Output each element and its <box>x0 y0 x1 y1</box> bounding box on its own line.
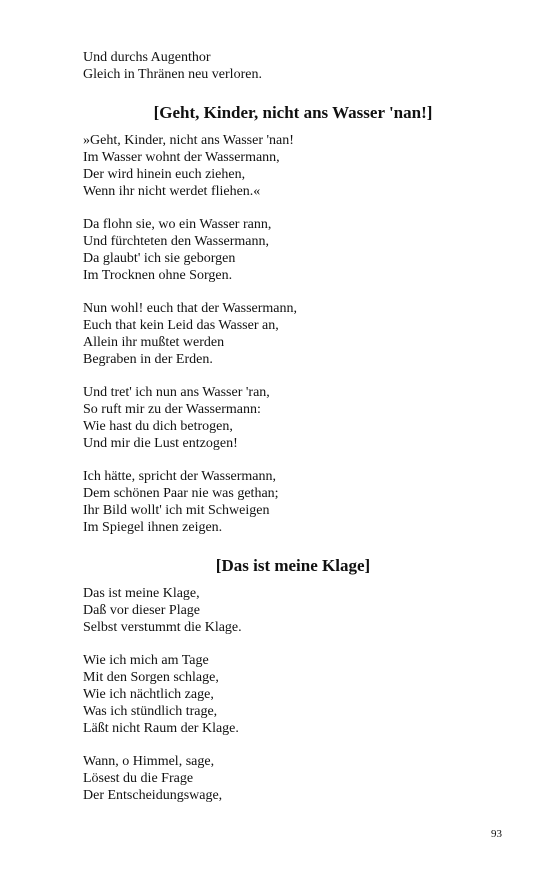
poem-klage <box>83 556 503 804</box>
page-number: 93 <box>491 828 502 840</box>
verse-line: Wann, o Himmel, sage, <box>83 754 215 769</box>
verse-line: Läßt nicht Raum der Klage. <box>83 721 239 736</box>
verse-line: Euch that kein Leid das Wasser an, <box>83 318 279 333</box>
verse-line: Im Spiegel ihnen zeigen. <box>83 520 223 535</box>
verse-line: Dem schönen Paar nie was gethan; <box>83 486 279 501</box>
verse-line: Begraben in der Erden. <box>83 352 213 367</box>
verse-line: Und fürchteten den Wassermann, <box>83 234 269 249</box>
verse-line: Und mir die Lust entzogen! <box>83 436 238 451</box>
verse-line: Daß vor dieser Plage <box>83 603 201 618</box>
stanza <box>83 132 503 200</box>
verse-line: Lösest du die Frage <box>83 771 194 786</box>
stanza <box>83 585 503 636</box>
verse-line: Der Entscheidungswage, <box>83 788 223 803</box>
verse-line: Wie hast du dich betrogen, <box>83 419 233 434</box>
verse-line: Allein ihr mußtet werden <box>83 335 225 350</box>
poem-wassermann <box>83 103 503 536</box>
verse-line: Wie ich mich am Tage <box>83 653 209 668</box>
verse-line: Das ist meine Klage, <box>83 586 200 601</box>
stanza <box>83 384 503 452</box>
stanza <box>83 300 503 368</box>
verse-line: So ruft mir zu der Wassermann: <box>83 402 261 417</box>
stanza <box>83 652 503 737</box>
verse-line: Gleich in Thränen neu verloren. <box>83 67 262 82</box>
page-content <box>83 49 503 816</box>
verse-line: Ihr Bild wollt' ich mit Schweigen <box>83 503 270 518</box>
verse-line: Da flohn sie, wo ein Wasser rann, <box>83 217 272 232</box>
verse-line: Da glaubt' ich sie geborgen <box>83 251 236 266</box>
verse-line: Ich hätte, spricht der Wassermann, <box>83 469 276 484</box>
verse-line: Was ich stündlich trage, <box>83 704 218 719</box>
opening-stanza <box>83 49 503 83</box>
verse-line: Nun wohl! euch that der Wassermann, <box>83 301 297 316</box>
stanza <box>83 216 503 284</box>
poem-title: [Geht, Kinder, nicht ans Wasser 'nan!] <box>153 103 433 122</box>
poem-title: [Das ist meine Klage] <box>215 556 371 575</box>
stanza <box>83 468 503 536</box>
verse-line: Der wird hinein euch ziehen, <box>83 167 246 182</box>
stanza <box>83 753 503 804</box>
verse-line: Im Trocknen ohne Sorgen. <box>83 268 233 283</box>
verse-line: Wie ich nächtlich zage, <box>83 687 214 702</box>
verse-line: »Geht, Kinder, nicht ans Wasser 'nan! <box>83 133 294 148</box>
verse-line: Wenn ihr nicht werdet fliehen.« <box>83 184 261 199</box>
verse-line: Selbst verstummt die Klage. <box>83 620 242 635</box>
verse-line: Und durchs Augenthor <box>83 50 211 65</box>
verse-line: Mit den Sorgen schlage, <box>83 670 219 685</box>
verse-line: Und tret' ich nun ans Wasser 'ran, <box>83 385 270 400</box>
verse-line: Im Wasser wohnt der Wassermann, <box>83 150 280 165</box>
